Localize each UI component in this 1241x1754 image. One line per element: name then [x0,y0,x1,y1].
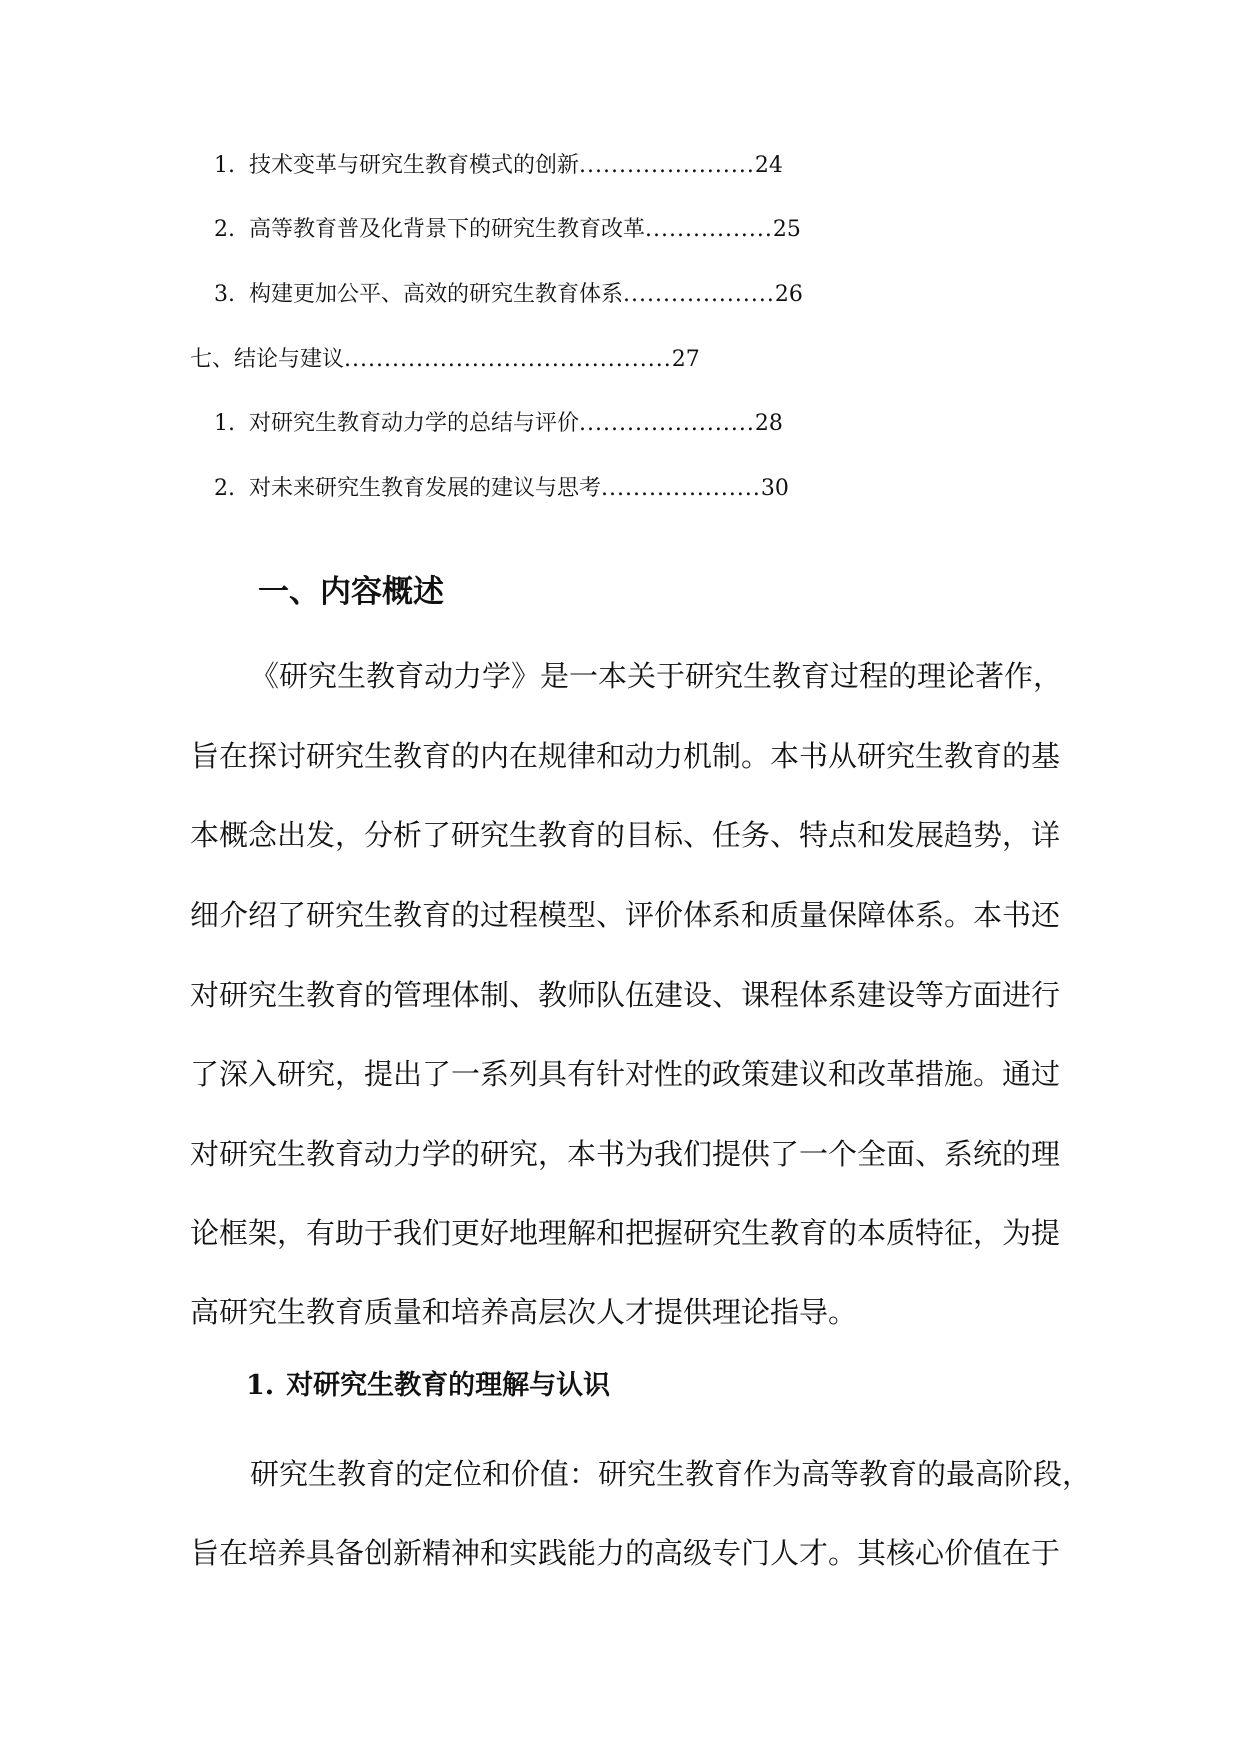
toc-entry-page: 30 [760,476,789,501]
toc-entry[interactable] [214,148,783,184]
toc-entry-number: 3. [214,282,235,307]
toc-entry-page: 27 [671,347,700,372]
toc-entry[interactable] [214,277,803,313]
paragraph-line: 了深入研究，提出了一系列具有针对性的政策建议和改革措施。通过 [190,1057,1061,1091]
toc-entry[interactable] [214,212,801,248]
toc-entry-title: 技术变革与研究生教育模式的创新 [249,153,580,178]
toc-leader-dots: ................ [645,217,773,242]
toc-entry-number: 1. [214,411,235,436]
paragraph-line: 细介绍了研究生教育的过程模型、评价体系和质量保障体系。本书还 [190,898,1061,932]
toc-leader-dots: ...................... [579,153,755,178]
paragraph-line: 对研究生教育的管理体制、教师队伍建设、课程体系建设等方面进行 [190,978,1061,1012]
subsection-number: 1. [246,1370,275,1401]
toc-entry-page: 28 [754,411,783,436]
paragraph-line: 《研究生教育动力学》是一本关于研究生教育过程的理论著作， [250,659,1063,693]
paragraph-line: 旨在探讨研究生教育的内在规律和动力机制。本书从研究生教育的基 [190,739,1061,773]
toc-entry-chapter[interactable] [190,342,700,378]
toc-leader-dots: ................... [623,282,775,307]
toc-entry-title: 七、结论与建议 [190,347,345,372]
toc-entry-number: 2. [214,217,235,242]
paragraph-line: 研究生教育的定位和价值：研究生教育作为高等教育的最高阶段， [250,1457,1092,1491]
paragraph-line: 高研究生教育质量和培养高层次人才提供理论指导。 [190,1295,858,1329]
paragraph-line: 对研究生教育动力学的研究，本书为我们提供了一个全面、系统的理 [190,1137,1061,1171]
toc-entry-title: 对未来研究生教育发展的建议与思考 [249,476,602,501]
toc-entry-page: 26 [774,282,803,307]
subsection-title: 对研究生教育的理解与认识 [286,1370,611,1401]
toc-entry[interactable] [214,471,789,507]
toc-entry-title: 高等教育普及化背景下的研究生教育改革 [249,217,646,242]
toc-entry-number: 1. [214,153,235,178]
paragraph-line: 本概念出发，分析了研究生教育的目标、任务、特点和发展趋势，详 [190,818,1061,852]
toc-leader-dots: ......................................... [344,347,672,372]
paragraph-line: 论框架，有助于我们更好地理解和把握研究生教育的本质特征，为提 [190,1216,1061,1250]
subsection-heading [246,1366,610,1406]
paragraph-line: 旨在培养具备创新精神和实践能力的高级专门人才。其核心价值在于 [190,1536,1061,1570]
toc-entry-page: 25 [772,217,801,242]
toc-entry-title: 对研究生教育动力学的总结与评价 [249,411,580,436]
toc-leader-dots: ...................... [579,411,755,436]
toc-entry-title: 构建更加公平、高效的研究生教育体系 [249,282,624,307]
toc-leader-dots: .................... [601,476,761,501]
section-heading: 一、内容概述 [258,574,444,610]
toc-entry[interactable] [214,406,783,442]
toc-entry-page: 24 [754,153,783,178]
toc-entry-number: 2. [214,476,235,501]
